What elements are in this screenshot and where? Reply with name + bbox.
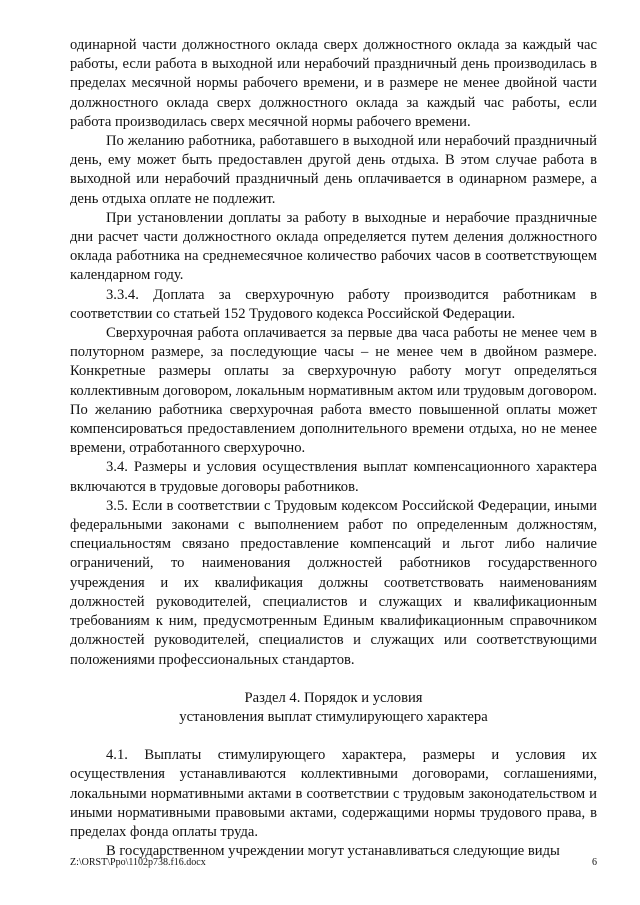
paragraph-continuation: одинарной части должностного оклада сверх должностного оклада за каждый час работы, если работа в выходной или нерабочий праздничный день производилась в пределах месячной нормы рабочего времени, и в размере не менее двойной части должностного оклада сверх должностного оклада за каждый час работы, если работа производилась сверх месячной нормы рабочего времени.	[70, 37, 597, 130]
spacer	[70, 727, 597, 746]
section-heading-line-1: Раздел 4. Порядок и условия	[244, 689, 423, 706]
section-heading-line-2: установления выплат стимулирующего характера	[179, 708, 488, 725]
footer-file-path: Z:\ORST\Ppo\1102p738.f16.docx	[70, 857, 206, 868]
document-page	[70, 36, 597, 861]
paragraph-types-intro: В государственном учреждении могут устанавливаться следующие виды	[106, 843, 560, 860]
paragraph-3-4: 3.4. Размеры и условия осуществления выплат компенсационного характера включаются в трудовые договоры работников.	[70, 459, 597, 495]
paragraph-3-5: 3.5. Если в соответствии с Трудовым кодексом Российской Федерации, иными федеральными законами с выполнением работ по определенным должностям, специальностям связано предоставление компенсаций и льгот либо наличие ограничений, то наименования должностей работников государственного учреждения и их квалификация должны соответствовать наименованиям должностей руководителей, специалистов и служащих и квалификационным требованиям к ним, предусмотренным Единым квалификационным справочником должностей руководителей, специалистов и служащих или соответствующими положениями профессиональных стандартов.	[70, 497, 597, 668]
paragraph-weekend-pay-calculation: При установлении доплаты за работу в выходные и нерабочие праздничные дни расчет части должностного оклада определяется путем деления должностного оклада работника на среднемесячное количество рабочих часов в соответствующем календарном году.	[70, 209, 597, 284]
paragraph-overtime-rates: Сверхурочная работа оплачивается за первые два часа работы не менее чем в полуторном размере, за последующие часы – не менее чем в двойном размере. Конкретные размеры оплаты за сверхурочную работу могут определяться коллективным договором, локальным нормативным актом или трудовым договором. По желанию работника сверхурочная работа вместо повышенной оплаты может компенсироваться предоставлением дополнительного времени отдыха, но не менее времени, отработанного сверхурочно.	[70, 325, 597, 457]
footer-page-number: 6	[592, 857, 597, 868]
section-heading	[70, 689, 597, 727]
paragraph-day-off-option: По желанию работника, работавшего в выходной или нерабочий праздничный день, ему может быть предоставлен другой день отдыха. В этом случае работа в выходной или нерабочий праздничный день оплачивается в одинарном размере, а день отдыха оплате не подлежит.	[70, 133, 597, 207]
paragraph-3-3-4-overtime: 3.3.4. Доплата за сверхурочную работу производится работникам в соответствии со статьей 152 Трудового кодекса Российской Федерации.	[70, 286, 597, 322]
page-footer	[70, 857, 597, 868]
paragraph-4-1: 4.1. Выплаты стимулирующего характера, размеры и условия их осуществления устанавливаются коллективными договорами, соглашениями, локальными нормативными актами в соответствии с трудовым законодательством и иными нормативными правовыми актами, содержащими нормы трудового права, в пределах фонда оплаты труда.	[70, 747, 597, 840]
